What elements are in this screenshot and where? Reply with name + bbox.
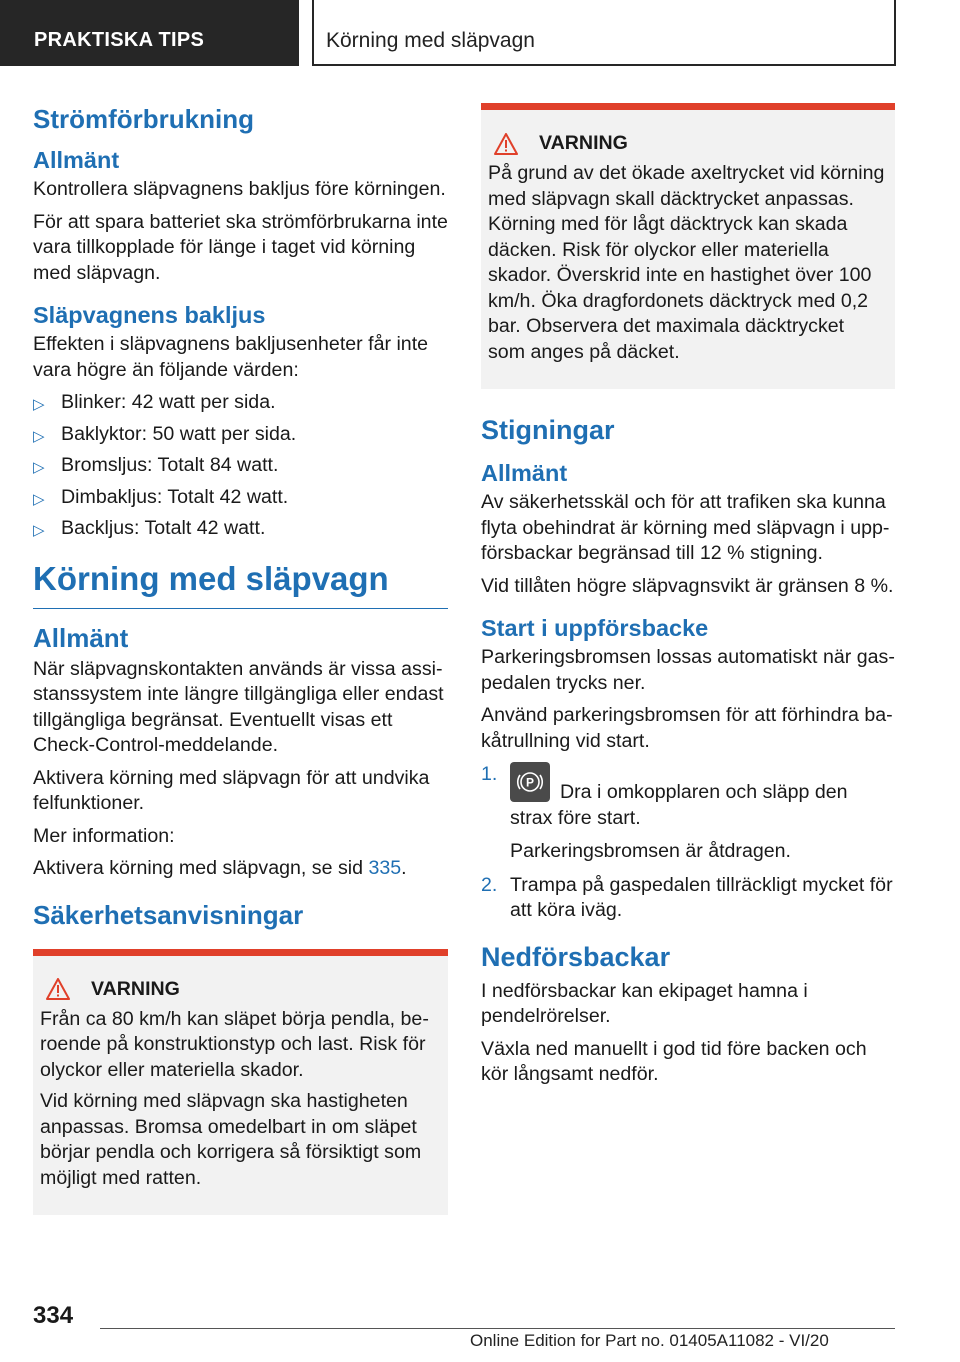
- downhill-heading: Nedförsbackar: [481, 941, 671, 972]
- triangle-bullet-icon: ▷: [33, 396, 45, 413]
- page-number: 334: [33, 1302, 74, 1329]
- paragraph: Parkeringsbromsen lossas automatiskt när gaspedalen trycks ner.: [481, 646, 895, 694]
- left-column: [33, 100, 448, 1215]
- step-item: 2. Trampa på gaspedalen tillräckligt mycket för att köra iväg.: [481, 873, 893, 921]
- warning-title: VARNING: [488, 132, 885, 155]
- cross-reference: Aktivera körning med släpvagn, se sid 335.: [33, 857, 407, 879]
- paragraph: I nedförsbackar kan ekipaget hamna i pendelrörelser.: [481, 979, 808, 1027]
- parking-brake-icon: [510, 762, 550, 802]
- paragraph: Av säkerhetsskäl och för att trafiken ska kunna flyta obehindrat är körning med släpvagn i uppförsbackar begränsad till 12 % stigning.: [481, 491, 890, 564]
- edition-note: Online Edition for Part no. 01405A11082 - VI/20: [470, 1331, 829, 1350]
- list-item: ▷ Baklyktor: 50 watt per sida.: [33, 422, 448, 448]
- slopes-heading: Stigningar: [481, 415, 615, 445]
- power-consumption-heading: Strömförbrukning: [33, 104, 254, 134]
- list-item: ▷ Blinker: 42 watt per sida.: [33, 390, 448, 416]
- warning-text: På grund av det ökade axeltrycket vid körning med släpvagn skall däcktrycket anpassas. Körning med för lågt däcktryck kan skada däcken. Risk för olyckor eller materiella skador. Överskrid inte en hastighet över 100 km/h. Öka dragfordonets däcktryck med 0,2 bar. Observera det maximala däcktrycket som anges på däcket.: [488, 162, 885, 363]
- paragraph: När släpvagnskontakten används är vissa assistanssystem inte längre tillgängliga eller endast tillgängliga begränsat. Eventuellt visas ett Check-Control-meddelande.: [33, 657, 444, 756]
- step-result: Parkeringsbromsen är åtdragen.: [510, 840, 791, 862]
- paragraph: Kontrollera släpvagnens bakljus före körningen.: [33, 178, 446, 200]
- warning-title: VARNING: [40, 978, 438, 1001]
- chapter-tab: Körning med släpvagn: [312, 0, 896, 66]
- warning-text: Vid körning med släpvagn ska hastigheten anpassas. Bromsa omedelbart in om släpet börjar pendla och korrigera så försiktigt som möjligt med ratten.: [40, 1090, 422, 1189]
- triangle-bullet-icon: ▷: [33, 522, 45, 539]
- general-heading: Allmänt: [33, 147, 120, 173]
- triangle-bullet-icon: ▷: [33, 490, 45, 508]
- warning-box: [481, 103, 895, 389]
- page-link[interactable]: 335: [368, 857, 402, 879]
- warning-triangle-icon: [494, 133, 518, 155]
- triangle-bullet-icon: ▷: [33, 459, 45, 476]
- paragraph: Vid tillåten högre släpvagnsvikt är gränsen 8 %.: [481, 574, 894, 597]
- list-item: ▷ Dimbakljus: Totalt 42 watt.: [33, 485, 448, 511]
- step-item: 1. P Dra i omkopplaren och släpp den strax före start. Parkeringsbromsen är åtdragen.: [481, 762, 895, 865]
- paragraph: Växla ned manuellt i god tid före backen och kör långsamt nedför.: [481, 1037, 867, 1085]
- chapter-title: Körning med släpvagn: [33, 560, 448, 609]
- list-item: ▷ Backljus: Totalt 42 watt.: [33, 516, 448, 542]
- section-tab: PRAKTISKA TIPS: [0, 0, 299, 66]
- paragraph: För att spara batteriet ska strömförbrukarna inte vara tillkopplade för länge i taget vid körning med släpvagn.: [33, 210, 448, 284]
- general-heading: Allmänt: [481, 460, 568, 486]
- warning-text: Från ca 80 km/h kan släpet börja pendla, beroende på konstruktionstyp och last. Risk för olyckor eller materiella skador.: [40, 1007, 429, 1081]
- page-header: [0, 0, 960, 66]
- safety-heading: Säkerhetsanvisningar: [33, 899, 304, 930]
- tail-lights-heading: Släpvagnens bakljus: [33, 302, 266, 328]
- general-heading: Allmänt: [33, 622, 129, 653]
- footer-divider: [100, 1328, 895, 1329]
- paragraph: Effekten i släpvagnens bakljusenheter får inte vara högre än följande värden:: [33, 333, 429, 381]
- right-column: [481, 103, 895, 1095]
- warning-triangle-icon: [46, 978, 70, 1000]
- uphill-start-heading: Start i uppförsbacke: [481, 615, 709, 641]
- warning-box: [33, 949, 448, 1216]
- paragraph: Mer information:: [33, 824, 175, 847]
- list-item: ▷ Bromsljus: Totalt 84 watt.: [33, 453, 448, 479]
- step-list: [481, 762, 895, 924]
- paragraph: Aktivera körning med släpvagn för att undvika felfunktioner.: [33, 766, 430, 814]
- svg-text:P: P: [525, 775, 535, 790]
- triangle-bullet-icon: ▷: [33, 427, 45, 445]
- tail-light-list: [33, 390, 448, 542]
- paragraph: Använd parkeringsbromsen för att förhindra bakåtrullning vid start.: [481, 704, 893, 752]
